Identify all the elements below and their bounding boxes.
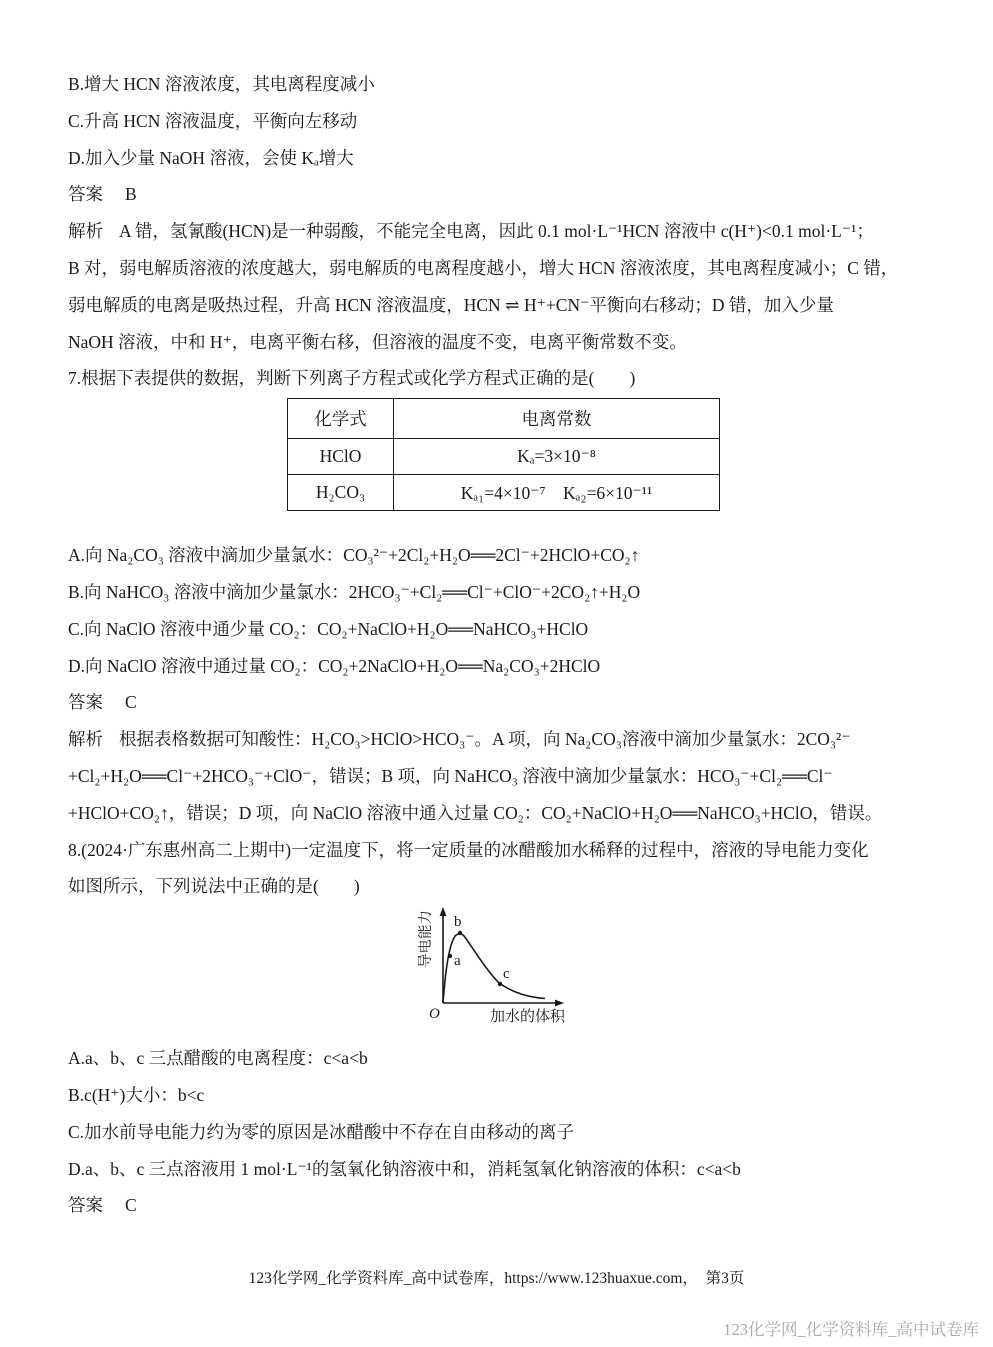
page-footer: 123化学网_化学资料库_高中试卷库，https://www.123huaxue.com， 第3页 (248, 1270, 745, 1287)
table-header-formula: 化学式 (288, 399, 394, 439)
q7-analysis-text: 根据表格数据可知酸性：H₂CO₃>HClO>HCO₃⁻。A 项，向 Na₂CO₃溶液中滴加少量氯水：2CO₃²⁻ (119, 729, 851, 750)
q8-option-c: C.加水前导电能力约为零的原因是冰醋酸中不存在自由移动的离子 (68, 1121, 575, 1142)
q6-answer-value: B (125, 184, 137, 205)
table-cell-constant: Kₐ₁=4×10⁻⁷ Kₐ₂=6×10⁻¹¹ (394, 475, 720, 511)
point-a-dot (448, 954, 452, 958)
q8-stem-line: 如图所示，下列说法中正确的是( ) (68, 876, 360, 897)
q7-option-d: D.向 NaClO 溶液中通过量 CO₂：CO₂+2NaClO+H₂O══Na₂CO₃+2HClO (68, 655, 601, 676)
y-axis (440, 907, 447, 1003)
x-axis-title: 加水的体积 (490, 1009, 566, 1026)
origin-label: O (429, 1006, 440, 1023)
q8-answer-value: C (125, 1195, 137, 1216)
table-header-row (288, 399, 720, 439)
q6-answer-row (68, 176, 930, 213)
q7-analysis-line: +Cl₂+H₂O══Cl⁻+2HCO₃⁻+ClO⁻，错误；B 项，向 NaHCO₃ 溶液中滴加少量氯水：HCO₃⁻+Cl₂══Cl⁻ (68, 765, 833, 786)
point-b-label: b (454, 914, 462, 931)
table-header-constant: 电离常数 (394, 399, 720, 439)
y-axis-arrow-icon (440, 907, 447, 916)
q8-answer-label: 答案 (68, 1195, 103, 1216)
conductivity-figure (418, 905, 930, 1031)
q6-analysis-line (68, 213, 930, 250)
q8-answer-row (68, 1187, 930, 1224)
watermark: 123化学网_化学资料库_高中试卷库 (723, 1320, 979, 1339)
ionization-constants-table (287, 398, 720, 511)
table-cell-formula: H₂CO₃ (288, 475, 394, 511)
point-c-dot (498, 982, 502, 986)
x-axis-arrow-icon (555, 1000, 564, 1007)
q6-option-b: B.增大 HCN 溶液浓度，其电离程度减小 (68, 74, 375, 94)
x-axis (443, 1000, 564, 1007)
point-a-label: a (454, 953, 461, 970)
table-row (288, 475, 720, 511)
table-cell-formula: HClO (288, 439, 394, 475)
q8-option-a: A.a、b、c 三点醋酸的电离程度：c<a<b (68, 1048, 368, 1069)
q6-answer-label: 答案 (68, 184, 103, 205)
q8-option-d: D.a、b、c 三点溶液用 1 mol·L⁻¹的氢氧化钠溶液中和，消耗氢氧化钠溶液的体积：c<a<b (68, 1158, 741, 1179)
q7-answer-value: C (125, 692, 137, 713)
page-content (68, 66, 930, 1224)
q7-answer-row (68, 684, 930, 721)
q7-option-c: C.向 NaClO 溶液中通少量 CO₂：CO₂+NaClO+H₂O══NaHCO₃+HClO (68, 618, 589, 639)
q8-stem-line: 8.(2024·广东惠州高二上期中)一定温度下，将一定质量的冰醋酸加水稀释的过程中，溶液的导电能力变化 (68, 839, 869, 860)
q7-option-b: B.向 NaHCO₃ 溶液中滴加少量氯水：2HCO₃⁻+Cl₂══Cl⁻+ClO⁻+2CO₂↑+H₂O (68, 581, 641, 602)
q7-stem: 7.根据下表提供的数据，判断下列离子方程式或化学方程式正确的是( ) (68, 368, 636, 389)
point-c-label: c (503, 966, 510, 983)
table-row (288, 439, 720, 475)
table-cell-constant: Kₐ=3×10⁻⁸ (394, 439, 720, 475)
q6-analysis-label: 解析 (68, 221, 103, 242)
q7-answer-label: 答案 (68, 692, 103, 713)
q6-analysis-text: A 错，氢氰酸(HCN)是一种弱酸，不能完全电离，因此 0.1 mol·L⁻¹HCN 溶液中 c(H⁺)<0.1 mol·L⁻¹； (119, 221, 874, 242)
q7-analysis-line: +HClO+CO₂↑，错误；D 项，向 NaClO 溶液中通入过量 CO₂：CO₂+NaClO+H₂O══NaHCO₃+HClO，错误。 (68, 802, 883, 823)
q6-option-d: D.加入少量 NaOH 溶液，会使 Kₐ增大 (68, 147, 354, 168)
y-axis-title: 导电能力 (418, 910, 434, 969)
q6-option-c: C.升高 HCN 溶液温度，平衡向左移动 (68, 110, 358, 131)
q6-analysis-line: 弱电解质的电离是吸热过程，升高 HCN 溶液温度，HCN ⇌ H⁺+CN⁻平衡向右移动；D 错，加入少量 (68, 294, 834, 315)
q6-analysis-line: B 对，弱电解质溶液的浓度越大，弱电解质的电离程度越小，增大 HCN 溶液浓度，其电离程度减小；C 错， (68, 257, 899, 278)
q7-analysis-line (68, 721, 930, 758)
q7-option-a: A.向 Na₂CO₃ 溶液中滴加少量氯水：CO₃²⁻+2Cl₂+H₂O══2Cl⁻+2HClO+CO₂↑ (68, 545, 640, 566)
q7-analysis-label: 解析 (68, 729, 103, 750)
q8-option-b: B.c(H⁺)大小：b<c (68, 1084, 205, 1105)
point-b-dot (458, 931, 462, 935)
q6-analysis-line: NaOH 溶液，中和 H⁺，电离平衡右移，但溶液的温度不变，电离平衡常数不变。 (68, 331, 687, 352)
